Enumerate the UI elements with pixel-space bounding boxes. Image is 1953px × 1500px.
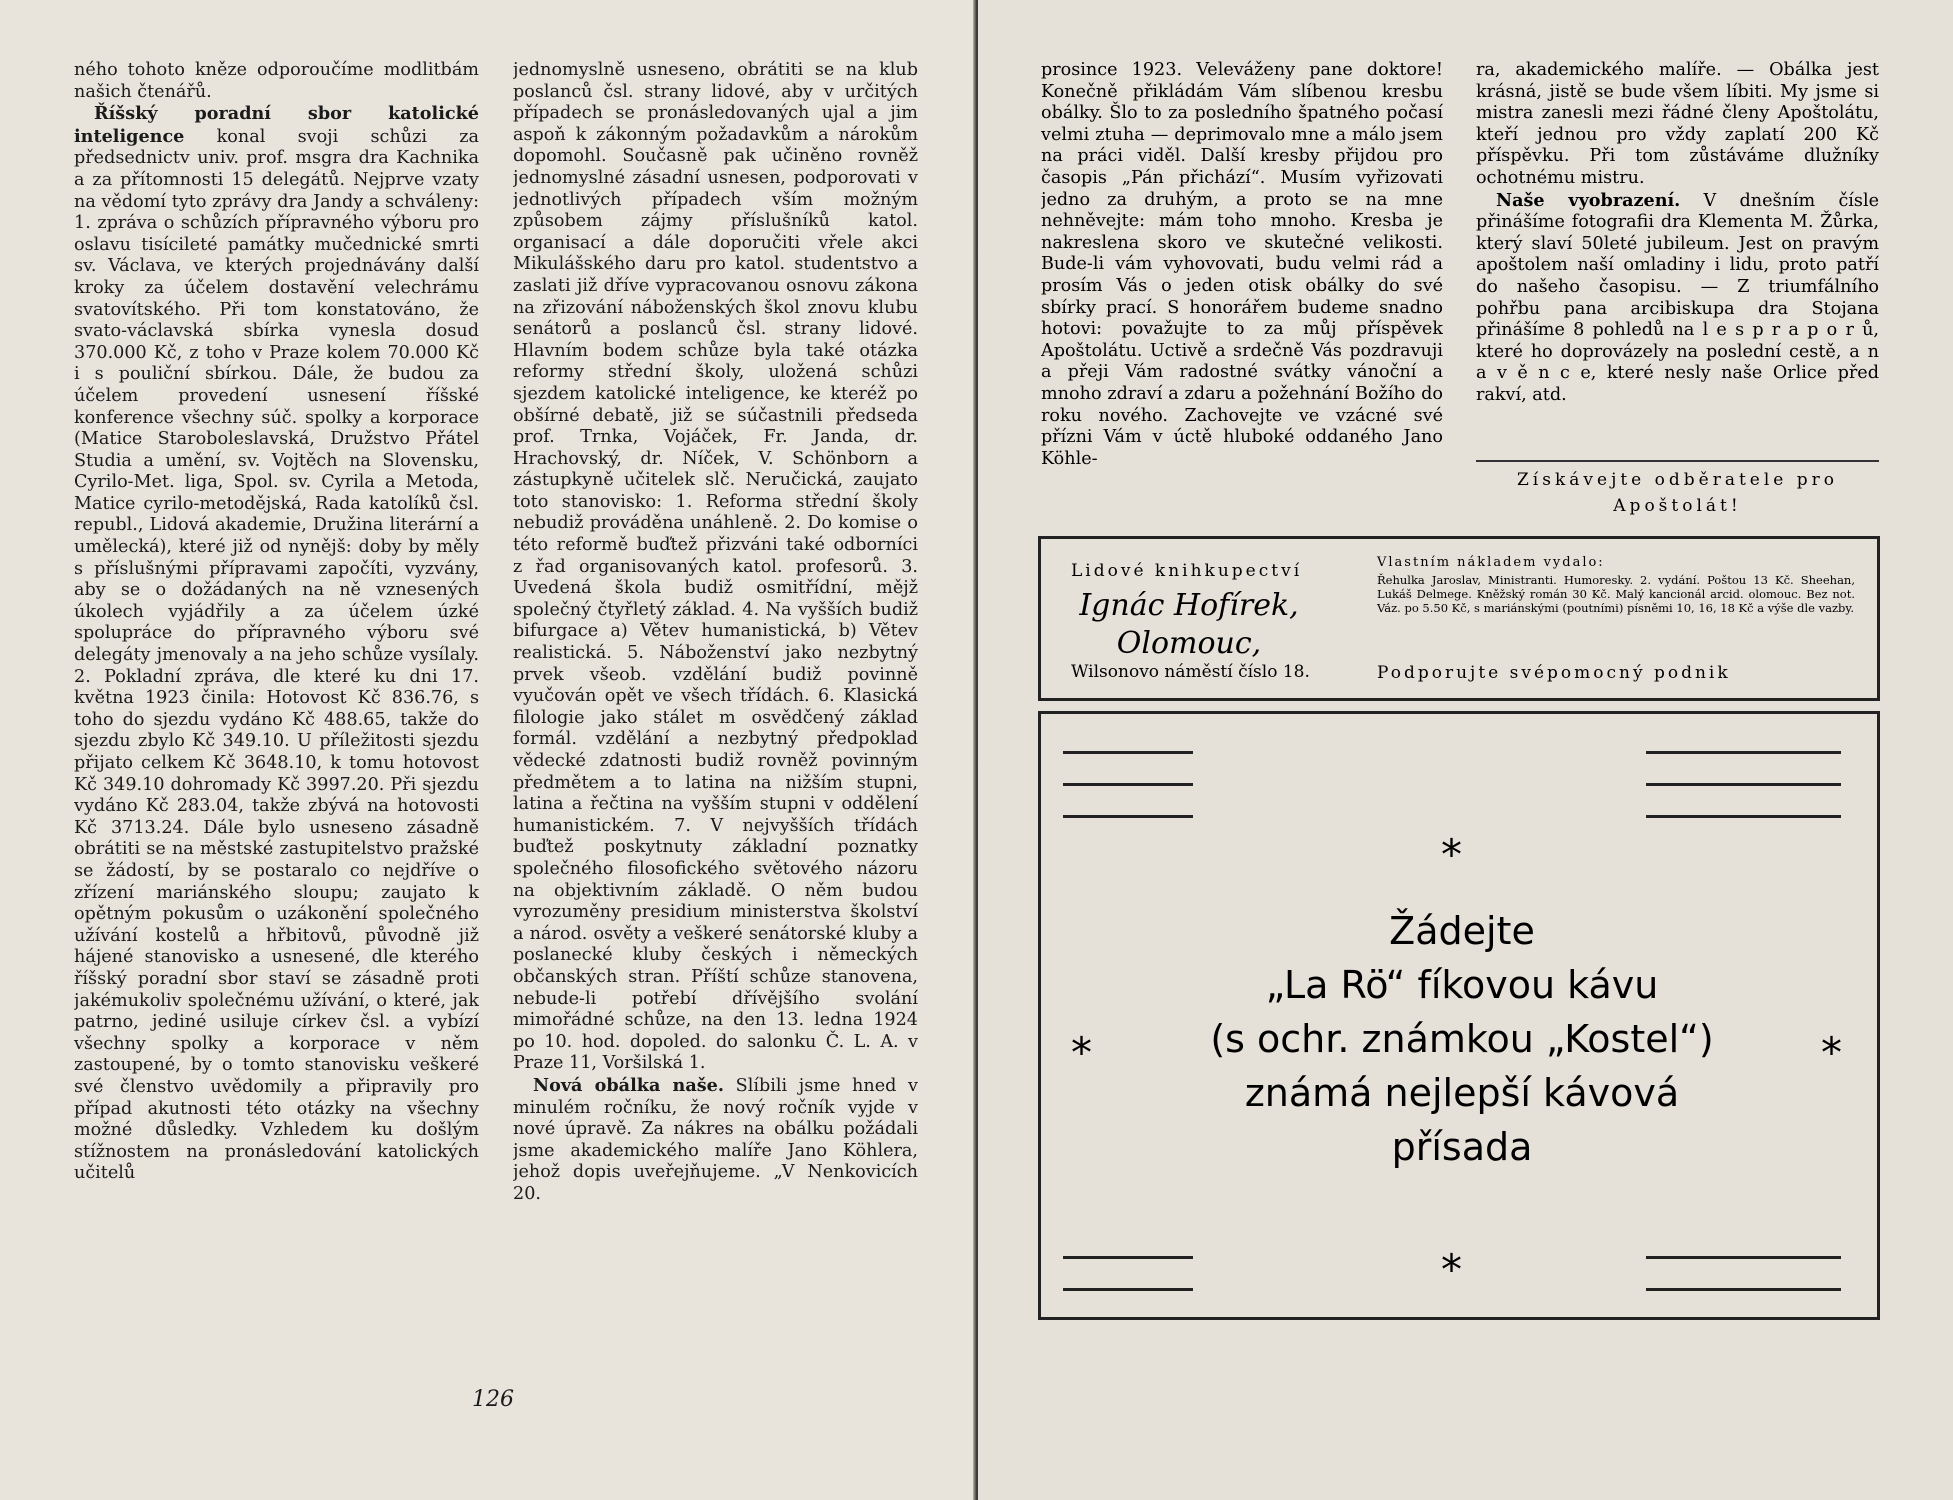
paragraph-text: ného tohoto kněze odporoučíme modlitbám našich čtenářů. — [74, 60, 479, 102]
decor-line — [1646, 783, 1841, 786]
left-page — [0, 0, 975, 1500]
paragraph-text: V dnešním čísle přinášíme fotografii dra Klementa M. Žůrka, který slaví 50leté jubileum. Jest on pravým apoštolem naší omladiny i lidu, proto patří do našeho časopisu. — Z triumfálního pohřbu pana arcibiskupa dra Stojana přinášíme 8 pohledů na l e s p r a p o r ů, které ho doprovázely na poslední cestě, a n a v ě n c e, které nesly naše Orlice před rakví, atd. — [1476, 190, 1879, 405]
paragraph-text: prosince 1923. Veleváženy pane doktore! Konečně přikládám Vám slíbenou kresbu obálky. Šlo to za posledního špatného počasí velmi ztuha — deprimovalo mne a málo jsem na práci viděl. Další kresby přijdou pro časopis „Pán přichází“. Musím vyřizovati jedno za druhým, a proto se na mne nehněvejte: mám toho mnoho. Kresba je nakreslena skoro ve skutečné velikosti. Bude-li vám vyhovovati, budu velmi rád a prosím Vás o jeden otisk obálky do své sbírky prací. S honorářem budeme snadno hotovi: považujte to za můj příspěvek Apoštolátu. Uctivě a srdečně Vás pozdravuji a přeji Vám radostné svátky vánoční a mnoho zdraví a zdaru a požehnání Božího do roku nového. Zachovejte ve vzácné své přízni Vám v úctě hluboké oddaného Jano Köhle- — [1041, 60, 1443, 469]
bookshop-owner — [1059, 587, 1319, 663]
bookshop-name: Lidové knihkupectví — [1071, 561, 1303, 581]
paragraph — [74, 60, 479, 103]
column-rule — [1476, 460, 1879, 462]
publisher-heading: Vlastním nákladem vydalo: — [1377, 555, 1605, 570]
decor-line — [1063, 783, 1193, 786]
paragraph-text: ra, akademického malíře. — Obálka jest krásná, jistě se bude všem líbiti. My jsme si mistra zanesli mezi řádné členy Apoštolátu, kteří jednou pro vždy zaplatí 200 Kč příspěvku. Při tom zůstáváme dlužníky ochotnému mistru. — [1476, 60, 1879, 188]
paragraph — [513, 60, 918, 1075]
text-column-4 — [1476, 60, 1879, 460]
paragraph — [513, 1075, 918, 1206]
decor-line — [1063, 815, 1193, 818]
paragraph-heading: Naše vyobrazení. — [1496, 189, 1681, 211]
paragraph-text: konal svoji schůzi za předsednictv univ. prof. msgra dra Kachnika a za přítomnosti 15 delegátů. Nejprve vzaty na vědomí tyto zprávy dra Jandy a schváleny: 1. zpráva o schůzích přípravného výboru pro oslavu tisícileté památky mučednické smrti sv. Václava, ve kterých projednávány další kroky za účelem dostavění velechrámu svatovítského. Při tom konstatováno, že svato-václavská sbírka vynesla dosud 370.000 Kč, z toho v Praze kolem 70.000 Kč i s pouliční sbírkou. Dále, že budou za účelem provedení usnesení říšské konference všechny súč. spolky a korporace (Matice Staroboleslavská, Družstvo Přátel Studia a umění, sv. Vojtěch na Slovensku, Cyrilo-Met. liga, Spol. sv. Cyrila a Metoda, Matice cyrilo-metodějská, Rada katolíků čsl. republ., Lidová akademie, Družina literární a umělecká), které již od nynějš: doby by měly s příslušnými přípravami započíti, vyzvány, aby se o dožádaných na ně vznesených úkolech vyjádřily a za účelem úzké spolupráce do přípravného výboru své delegáty jmenovaly a na jeho schůze vysílaly. 2. Pokladní zpráva, dle které ku dni 17. května 1923 činila: Hotovost Kč 836.76, s toho do sjezdu vydáno Kč 488.65, takže do sjezdu zbylo Kč 349.10. U příležitosti sjezdu přijato celkem Kč 3648.10, k tomu hotovost Kč 349.10 dohromady Kč 3997.20. Při sjezdu vydáno Kč 283.04, takže zbývá na hotovosti Kč 3713.24. Dále bylo usneseno zásadně obrátiti se na městské zastupitelstvo pražské se žádostí, by se postaralo co nejdříve o zřízení mariánského sloupu; zaujato k opětným pokusům o uzákonění společného užívání kostelů a hřbitovů, původně již hájené stanovisko a usnesené, dle kterého říšský poradní sbor staví se zásadně proti jakémukoliv společnému užívání, o které, jak patrno, jediné usiluje církev čsl. a vybízí všechny spolky a korporace v něm zastoupené, by o tomto stanovisku veškeré své členstvo uvědomily a připravily pro případ akutnosti této otázky na všechny možné důsledky. Vzhledem ku došlým stížnostem na pronásledování katolických učitelů — [74, 126, 479, 1184]
paragraph — [1041, 60, 1443, 470]
paragraph — [1476, 190, 1879, 407]
paragraph-text: jednomyslně usneseno, obrátiti se na klub poslanců čsl. strany lidové, aby v určitých případech se pronásledovaných ujal a jim aspoň k zákonným požadavkům a nárokům dopomohl. Současně pak učiněno rovněž jednomyslné zásadní usnesen, podporovati v jednotlivých případech vším možným způsobem zájmy příslušníků katol. organisací a dále doporučiti vřele akci Mikulášského daru pro katol. studentstvo a zaslati již dříve vypracovanou osnovu zákona na zřizování náboženských škol znovu klubu senátorů a poslanců čsl. strany lidové. Hlavním bodem schůze byla také otázka reformy střední školy, uložená schůzi sjezdem katolické inteligence, ke kteréž po obšírné debatě, již se súčastnili předseda prof. Trnka, Vojáček, Fr. Janda, dr. Hrachovský, dr. Níček, V. Schönborn a zástupkyně učitelek slč. Neručická, zaujato toto stanovisko: 1. Reforma střední školy nebudiž prováděna unáhleně. 2. Do komise o této reformě buďtež přizváni také odborníci z řad organisovaných katol. profesorů. 3. Uvedená škola budiž osmitřídní, mějž společný čtyřletý základ. 4. Na vyšších budiž bifurgace a) Větev humanistická, b) Větev realistická. 5. Náboženství jako nezbytný prvek všeob. vzdělání budiž povinně vyučován opět ve všech třídách. 6. Klasická filologie jako stálet m osvědčený základ formál. vzdělání a nezbytný předpoklad vědecké zdatnosti budiž rovněž povinným předmětem a to latina na nižším stupni, latina a řečtina na vyšším stupni v oddělení humanistickém. 7. V nejvyšších třídách buďtež poskytnuty základní poznatky společného filosofického světového názoru na objektivním základě. O něm budou vyrozuměny presidium ministerstva školství a národ. osvěty a veškeré senátorské kluby a poslanecké kluby českých i německých občanských stran. Příští schůze stanovena, nebude-li potřebí dřívějšího svolání mimořádné schůze, na den 13. ledna 1924 po 10. hod. dopoled. do salonku Č. L. A. v Praze 11, Voršilská 1. — [513, 60, 918, 1074]
bookshop-advert — [1038, 536, 1880, 701]
slogan: Získávejte odběratele pro Apoštolát! — [1517, 470, 1838, 516]
paragraph — [74, 103, 479, 1185]
coffee-advert — [1038, 711, 1880, 1320]
star-ornament: * — [1821, 1028, 1842, 1077]
paragraph-heading: Nová obálka naše. — [533, 1074, 724, 1096]
support-line: Podporujte svépomocný podnik — [1377, 663, 1731, 683]
decor-line — [1063, 1288, 1193, 1291]
paragraph-text: Slíbili jsme hned v minulém ročníku, že nový ročník vyjde v nové úpravě. Za nákres na obálku požádali jsme akademického malíře Jano Köhlera, jehož dopis uveřejňujeme. „V Nenkovicích 20. — [513, 1075, 918, 1204]
text-column-1 — [74, 60, 479, 1390]
text-column-2 — [513, 60, 918, 1390]
decor-line — [1646, 751, 1841, 754]
advert-text — [1131, 904, 1793, 1174]
advert-line-4: známá nejlepší kávová — [1244, 1071, 1680, 1115]
owner-city: Olomouc, — [1116, 626, 1262, 661]
decor-line — [1063, 1256, 1193, 1259]
paragraph-heading: Říšský poradní sbor katolické inteligence — [74, 103, 479, 147]
bookshop-address: Wilsonovo náměstí číslo 18. — [1071, 662, 1310, 682]
star-ornament: * — [1441, 830, 1462, 879]
star-ornament: * — [1071, 1028, 1092, 1077]
decor-line — [1063, 751, 1193, 754]
advert-line-3: (s ochr. známkou „Kostel“) — [1210, 1017, 1714, 1061]
star-ornament: * — [1441, 1245, 1462, 1294]
advert-line-2: „La Rö“ fíkovou kávu — [1265, 963, 1659, 1007]
page-number: 126 — [472, 1387, 514, 1412]
paragraph — [1476, 60, 1879, 190]
text-column-3 — [1041, 60, 1443, 520]
decor-line — [1646, 1288, 1841, 1291]
decor-line — [1646, 815, 1841, 818]
publication-list: Řehulka Jaroslav, Ministranti. Humoresky. 2. vydání. Poštou 13 Kč. Sheehan, Lukáš Delmege. Kněžský román 30 Kč. Malý kancionál arcid. olomouc. Bez not. Váz. po 5.50 Kč, s mariánskými (poutními) písněmi 10, 16, 18 Kč a výše dle vazby. — [1377, 573, 1855, 615]
decor-line — [1646, 1256, 1841, 1259]
advert-line-5: přísada — [1391, 1125, 1533, 1169]
owner-name: Ignác Hofírek, — [1079, 588, 1299, 623]
advert-line-1: Žádejte — [1389, 909, 1535, 953]
